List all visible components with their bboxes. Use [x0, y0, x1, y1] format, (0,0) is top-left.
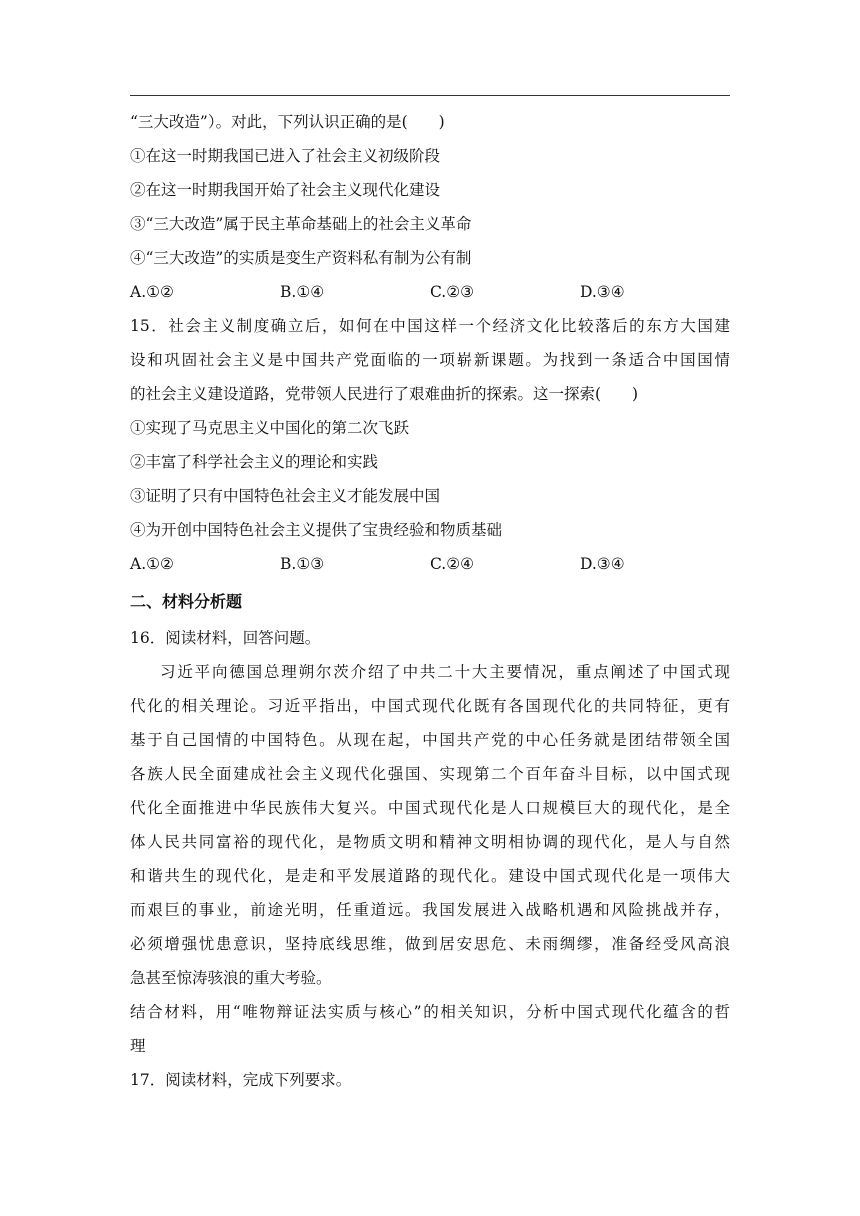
- q16-material-line-7: 和谐共生的现代化，是走和平发展道路的现代化。建设中国式现代化是一项伟大: [130, 867, 730, 885]
- q14-option-d[interactable]: D.③④: [580, 283, 625, 301]
- q16-material-line-5: 代化全面推进中华民族伟大复兴。中国式现代化是人口规模巨大的现代化，是全: [130, 799, 730, 817]
- q17-intro: 17．阅读材料，完成下列要求。: [130, 1071, 352, 1089]
- q14-option-c[interactable]: C.②③: [430, 283, 475, 301]
- q16-material-line-1: 习近平向德国总理朔尔茨介绍了中共二十大主要情况，重点阐述了中国式现: [160, 663, 730, 681]
- q15-item-2: ②丰富了科学社会主义的理论和实践: [130, 453, 379, 471]
- q15-option-a[interactable]: A.①②: [130, 555, 174, 573]
- q16-question-line-2: 理: [130, 1037, 146, 1055]
- q16-material-line-9: 必须增强忧患意识，坚持底线思维，做到居安思危、未雨绸缪，准备经受风高浪: [130, 935, 730, 953]
- q15-item-4: ④为开创中国特色社会主义提供了宝贵经验和物质基础: [130, 521, 503, 539]
- q15-options: [130, 554, 730, 574]
- q16-material-line-8: 而艰巨的事业，前途光明，任重道远。我国发展进入战略机遇和风险挑战并存，: [130, 901, 730, 919]
- q15-item-3: ③证明了只有中国特色社会主义才能发展中国: [130, 487, 441, 505]
- q16-material-line-3: 基于自己国情的中国特色。从现在起，中国共产党的中心任务就是团结带领全国: [130, 731, 730, 749]
- q14-item-3: ③“三大改造”属于民主革命基础上的社会主义革命: [130, 215, 472, 233]
- q16-material-line-4: 各族人民全面建成社会主义现代化强国、实现第二个百年奋斗目标，以中国式现: [130, 765, 730, 783]
- q15-item-1: ①实现了马克思主义中国化的第二次飞跃: [130, 419, 410, 437]
- q16-intro: 16．阅读材料，回答问题。: [130, 629, 321, 647]
- q14-item-2: ②在这一时期我国开始了社会主义现代化建设: [130, 181, 441, 199]
- q14-item-4: ④“三大改造”的实质是变生产资料私有制为公有制: [130, 249, 472, 267]
- q16-material-line-6: 体人民共同富裕的现代化，是物质文明和精神文明相协调的现代化，是人与自然: [130, 833, 730, 851]
- q15-option-b[interactable]: B.①③: [280, 555, 325, 573]
- q16-material-line-10: 急甚至惊涛骇浪的重大考验。: [130, 969, 332, 987]
- section-heading: 二、材料分析题: [130, 592, 243, 611]
- q15-stem-line-2: 设和巩固社会主义是中国共产党面临的一项崭新课题。为找到一条适合中国国情: [130, 351, 730, 369]
- q14-stem: “三大改造”）。对此，下列认识正确的是( ): [130, 113, 445, 131]
- q14-option-b[interactable]: B.①④: [280, 283, 325, 301]
- q15-stem-line-3: 的社会主义建设道路，党带领人民进行了艰难曲折的探索。这一探索( ): [130, 385, 639, 403]
- q14-options: [130, 282, 730, 302]
- q15-stem-line-1: 15．社会主义制度确立后，如何在中国这样一个经济文化比较落后的东方大国建: [130, 317, 730, 335]
- q14-item-1: ①在这一时期我国已进入了社会主义初级阶段: [130, 147, 441, 165]
- q15-option-c[interactable]: C.②④: [430, 555, 475, 573]
- header-rule: [130, 95, 730, 96]
- q16-material-line-2: 代化的相关理论。习近平指出，中国式现代化既有各国现代化的共同特征，更有: [130, 697, 730, 715]
- q15-option-d[interactable]: D.③④: [580, 555, 625, 573]
- q14-option-a[interactable]: A.①②: [130, 283, 174, 301]
- q16-question-line-1: 结合材料，用“唯物辩证法实质与核心”的相关知识，分析中国式现代化蕴含的哲: [130, 1003, 730, 1021]
